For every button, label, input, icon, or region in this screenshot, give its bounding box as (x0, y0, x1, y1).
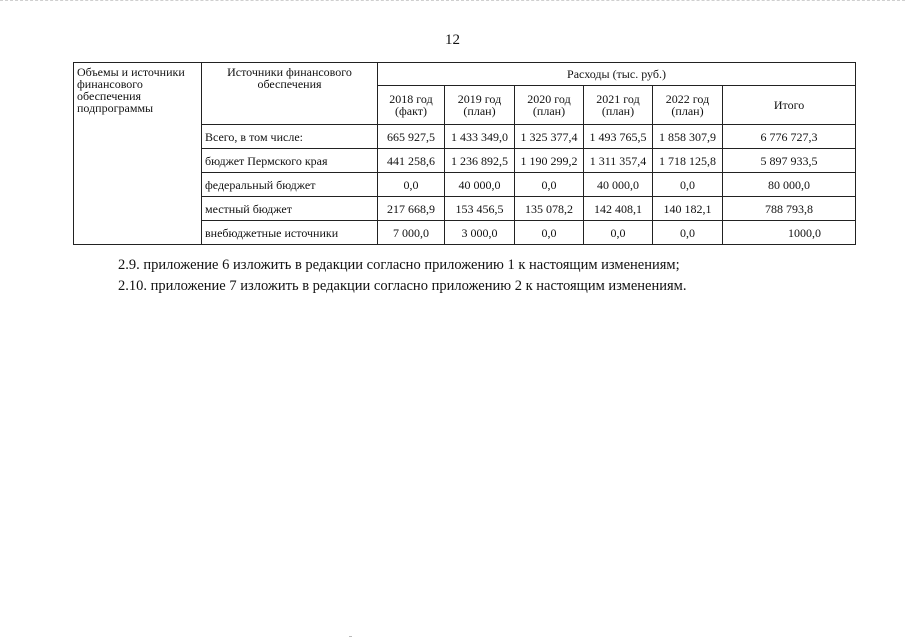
page-number: 12 (445, 32, 460, 48)
table-cell: 0,0 (515, 221, 584, 245)
expenses-header: Расходы (тыс. руб.) (378, 63, 856, 86)
subprogram-funding-cell: Объемы и источники финансового обеспечения подпрограммы (74, 63, 202, 245)
table-cell: 3 000,0 (445, 221, 515, 245)
table-cell: 665 927,5 (378, 125, 445, 149)
sources-header: Источники финансового обеспечения (202, 63, 378, 125)
table-cell: 1 325 377,4 (515, 125, 584, 149)
table-cell: 7 000,0 (378, 221, 445, 245)
page-top-edge (0, 0, 905, 3)
table-cell: 1 311 357,4 (584, 149, 653, 173)
table-cell: 0,0 (653, 221, 723, 245)
financing-table (73, 62, 856, 245)
table-cell: 0,0 (378, 173, 445, 197)
row-label: внебюджетные источники (202, 221, 378, 245)
paragraph-2-9: 2.9. приложение 6 изложить в редакции согласно приложению 1 к настоящим изменениям; (118, 257, 680, 273)
total-cell: 5 897 933,5 (723, 149, 856, 173)
table-cell: 1 858 307,9 (653, 125, 723, 149)
year-header: 2020 год (план) (515, 86, 584, 125)
total-cell: 1000,0 (723, 221, 856, 245)
table-cell: 135 078,2 (515, 197, 584, 221)
total-cell: 6 776 727,3 (723, 125, 856, 149)
year-header: 2019 год (план) (445, 86, 515, 125)
table-header-row (74, 63, 856, 86)
row-label: бюджет Пермского края (202, 149, 378, 173)
total-header: Итого (723, 86, 856, 125)
table-cell: 0,0 (584, 221, 653, 245)
year-header: 2018 год (факт) (378, 86, 445, 125)
row-label: Всего, в том числе: (202, 125, 378, 149)
table-cell: 140 182,1 (653, 197, 723, 221)
total-cell: 80 000,0 (723, 173, 856, 197)
table-cell: 40 000,0 (445, 173, 515, 197)
table-cell: 441 258,6 (378, 149, 445, 173)
table-cell: 1 236 892,5 (445, 149, 515, 173)
scan-mark (349, 636, 352, 637)
row-label: местный бюджет (202, 197, 378, 221)
year-header: 2022 год (план) (653, 86, 723, 125)
table-cell: 1 718 125,8 (653, 149, 723, 173)
paragraph-2-10: 2.10. приложение 7 изложить в редакции согласно приложению 2 к настоящим изменениям. (118, 278, 687, 294)
table-cell: 217 668,9 (378, 197, 445, 221)
table-cell: 1 433 349,0 (445, 125, 515, 149)
table-cell: 1 190 299,2 (515, 149, 584, 173)
table-cell: 40 000,0 (584, 173, 653, 197)
table-cell: 0,0 (653, 173, 723, 197)
total-cell: 788 793,8 (723, 197, 856, 221)
table-cell: 153 456,5 (445, 197, 515, 221)
table-cell: 1 493 765,5 (584, 125, 653, 149)
table-cell: 142 408,1 (584, 197, 653, 221)
year-header: 2021 год (план) (584, 86, 653, 125)
row-label: федеральный бюджет (202, 173, 378, 197)
table-cell: 0,0 (515, 173, 584, 197)
